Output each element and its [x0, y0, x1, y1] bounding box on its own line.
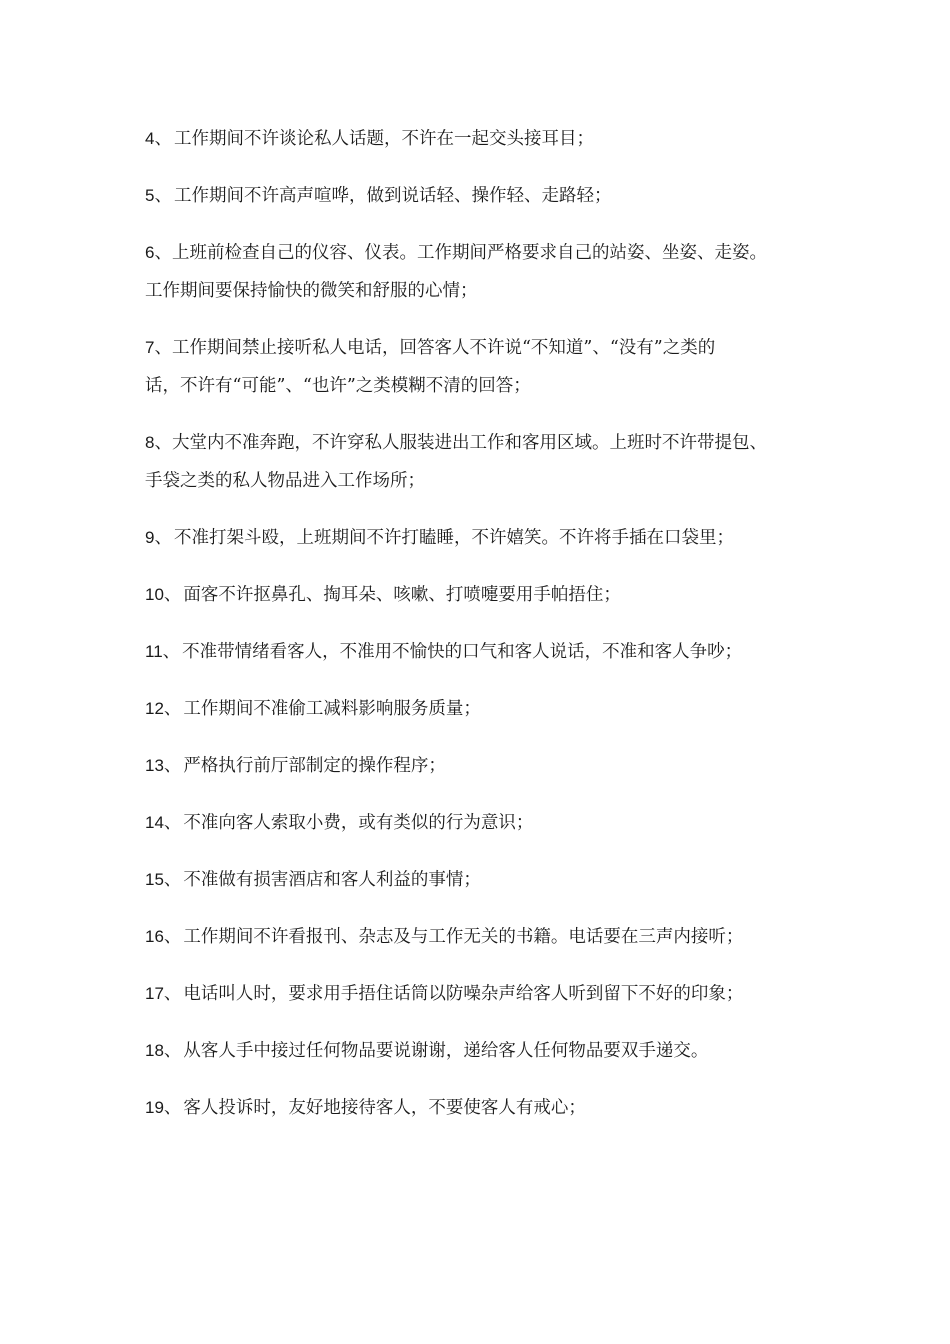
rule-text: 工作期间不准偷工减料影响服务质量； [183, 699, 481, 719]
rule-item-15 [145, 861, 825, 899]
rule-number: 6 [145, 243, 155, 262]
rule-item-14 [145, 804, 825, 842]
rule-text [145, 424, 825, 500]
rule-text-line2: 话，不许有“可能”、“也许”之类模糊不清的回答； [145, 376, 531, 396]
rule-item-7 [145, 329, 825, 405]
rule-number: 7 [145, 338, 155, 357]
rule-item-17 [145, 975, 825, 1013]
rule-text: 客人投诉时，友好地接待客人，不要使客人有戒心； [183, 1098, 586, 1118]
rule-number: 10 [145, 585, 164, 604]
rule-separator: 、 [154, 243, 172, 263]
rule-separator: 、 [163, 756, 182, 776]
rule-separator: 、 [163, 699, 182, 719]
rule-item-16 [145, 918, 825, 956]
rule-item-4 [145, 120, 825, 158]
rule-text: 面客不许抠鼻孔、掏耳朵、咳嗽、打喷嚏要用手帕捂住； [183, 585, 621, 605]
rule-text: 工作期间不许谈论私人话题，不许在一起交头接耳目； [173, 129, 594, 149]
rule-text-line1: 工作期间禁止接听私人电话，回答客人不许说“不知道”、“没有”之类的 [171, 338, 716, 358]
rule-number: 4 [145, 129, 155, 148]
rule-item-18 [145, 1032, 825, 1070]
rule-separator: 、 [163, 813, 182, 833]
rule-item-8 [145, 424, 825, 500]
rule-separator: 、 [163, 1098, 182, 1118]
rule-separator: 、 [154, 129, 172, 149]
rule-item-9 [145, 519, 825, 557]
rule-number: 8 [145, 433, 155, 452]
rule-text [145, 234, 825, 310]
rule-text-line1: 上班前检查自己的仪容、仪表。工作期间严格要求自己的站姿、坐姿、走姿。 [171, 243, 767, 263]
rule-text: 从客人手中接过任何物品要说谢谢，递给客人任何物品要双手递交。 [183, 1041, 709, 1061]
rule-item-13 [145, 747, 825, 785]
rules-list [145, 120, 825, 1146]
rule-number: 17 [145, 984, 164, 1003]
rule-number: 16 [145, 927, 164, 946]
rule-text-line2: 手袋之类的私人物品进入工作场所； [145, 471, 425, 491]
rule-text: 不准打架斗殴，上班期间不许打瞌睡，不许嬉笑。不许将手插在口袋里； [173, 528, 734, 548]
rule-number: 5 [145, 186, 155, 205]
rule-item-19 [145, 1089, 825, 1127]
rule-text [145, 329, 825, 405]
rule-separator: 、 [154, 433, 172, 453]
rule-number: 14 [145, 813, 164, 832]
rule-item-11 [145, 633, 825, 671]
rule-text-line1: 大堂内不准奔跑，不许穿私人服装进出工作和客用区域。上班时不许带提包、 [171, 433, 767, 453]
rule-line-1 [145, 329, 825, 367]
rule-separator: 、 [162, 642, 181, 662]
rule-line-1 [145, 234, 825, 272]
rule-separator: 、 [154, 338, 172, 358]
rule-text: 严格执行前厅部制定的操作程序； [183, 756, 446, 776]
rule-separator: 、 [163, 984, 182, 1004]
rule-separator: 、 [163, 927, 182, 947]
rule-text: 电话叫人时，要求用手捂住话筒以防噪杂声给客人听到留下不好的印象； [183, 984, 744, 1004]
rule-line-1 [145, 424, 825, 462]
rule-number: 13 [145, 756, 164, 775]
rule-text: 不准向客人索取小费，或有类似的行为意识； [183, 813, 534, 833]
rule-number: 19 [145, 1098, 164, 1117]
rule-number: 18 [145, 1041, 164, 1060]
rule-separator: 、 [154, 186, 172, 206]
rule-item-5 [145, 177, 825, 215]
rule-number: 11 [145, 642, 163, 661]
rule-number: 15 [145, 870, 164, 889]
rule-item-10 [145, 576, 825, 614]
rule-separator: 、 [163, 1041, 182, 1061]
rule-separator: 、 [154, 528, 172, 548]
rule-number: 9 [145, 528, 155, 547]
rule-text: 工作期间不许看报刊、杂志及与工作无关的书籍。电话要在三声内接听； [183, 927, 744, 947]
rule-text: 不准带情绪看客人，不准用不愉快的口气和客人说话，不准和客人争吵； [182, 642, 743, 662]
rule-separator: 、 [163, 585, 182, 605]
rule-separator: 、 [163, 870, 182, 890]
rule-item-12 [145, 690, 825, 728]
rule-item-6 [145, 234, 825, 310]
rule-text: 工作期间不许高声喧哗，做到说话轻、操作轻、走路轻； [173, 186, 612, 206]
rule-text-line2: 工作期间要保持愉快的微笑和舒服的心情； [145, 281, 478, 301]
rule-text: 不准做有损害酒店和客人利益的事情； [183, 870, 481, 890]
rule-number: 12 [145, 699, 164, 718]
